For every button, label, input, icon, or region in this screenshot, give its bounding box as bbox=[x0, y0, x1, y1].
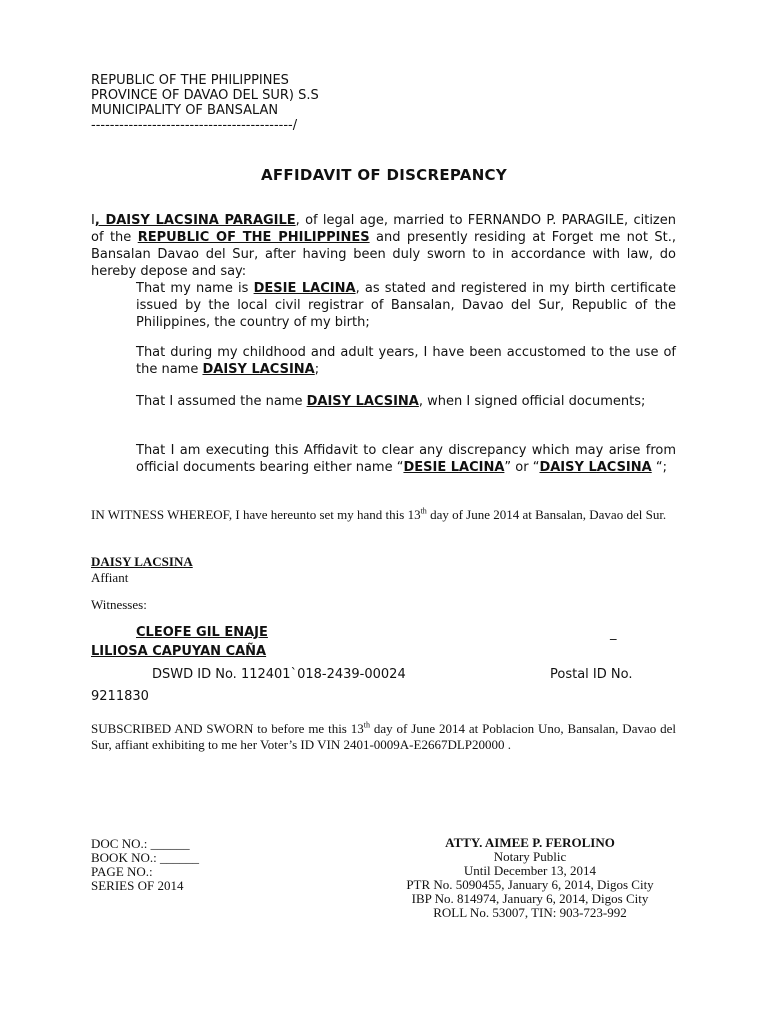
document-title: AFFIDAVIT OF DISCREPANCY bbox=[260, 166, 508, 184]
p4-text-b: ” or “ bbox=[504, 460, 540, 475]
notary-ibp: IBP No. 814974, January 6, 2014, Digos City bbox=[411, 891, 649, 906]
header-municipality: MUNICIPALITY OF BANSALAN bbox=[91, 103, 279, 118]
witness-1-signature-line: _ bbox=[610, 626, 617, 641]
name-option-1: DESIE LACINA bbox=[403, 460, 505, 475]
witness-whereof-clause bbox=[91, 507, 676, 523]
paragraph-assumed-name bbox=[136, 393, 676, 410]
witnesses-label: Witnesses: bbox=[91, 597, 147, 612]
document-header bbox=[91, 73, 319, 133]
jurat-paragraph bbox=[91, 721, 676, 753]
series-year: SERIES OF 2014 bbox=[91, 878, 184, 893]
jurat-day-suffix: th bbox=[363, 720, 370, 730]
intro-text-2: and presently residing at Forget me not St., Bansalan Davao del Sur, after having been duly sworn to in accordance with law, do hereby depose and say: bbox=[91, 230, 676, 279]
accustomed-name: DAISY LACSINA bbox=[202, 362, 315, 377]
p2-text-a: That during my childhood and adult years, I have been accustomed to the use of the name bbox=[136, 345, 676, 377]
doc-info-block bbox=[91, 837, 199, 893]
notary-title: Notary Public bbox=[493, 849, 567, 864]
doc-number: DOC NO.: ______ bbox=[91, 836, 190, 851]
intro-paragraph bbox=[91, 212, 676, 280]
affiant-full-name: , DAISY LACSINA PARAGILE bbox=[94, 213, 296, 228]
notary-roll: ROLL No. 53007, TIN: 903-723-992 bbox=[433, 905, 627, 920]
affiant-label: Affiant bbox=[91, 570, 129, 585]
p4-text-a: That I am executing this Affidavit to clear any discrepancy which may arise from official documents bearing either name “ bbox=[136, 443, 676, 475]
dswd-id: DSWD ID No. 112401`018-2439-00024 bbox=[152, 667, 406, 682]
witness-text-a: IN WITNESS WHEREOF, I have hereunto set my hand this 13 bbox=[91, 507, 421, 522]
header-republic: REPUBLIC OF THE PHILIPPINES bbox=[91, 73, 289, 88]
assumed-name: DAISY LACSINA bbox=[306, 394, 419, 409]
notary-block bbox=[340, 836, 720, 920]
registered-name: DESIE LACINA bbox=[253, 281, 356, 296]
witness-2-name: LILIOSA CAPUYAN CAÑA bbox=[91, 644, 267, 659]
notary-ptr: PTR No. 5090455, January 6, 2014, Digos City bbox=[406, 877, 654, 892]
jurat-text-b: day of June 2014 at Poblacion Uno, Bansalan, Davao del Sur, affiant exhibiting to me her Voter’s ID VIN 2401-0009A-E2667DLP20000 . bbox=[91, 721, 677, 752]
affiant-signature-block bbox=[91, 554, 193, 586]
p3-text-a: That I assumed the name bbox=[136, 394, 307, 409]
page-number: PAGE NO.: bbox=[91, 864, 153, 879]
witness-1-name: CLEOFE GIL ENAJE bbox=[136, 625, 268, 640]
witness-text-b: day of June 2014 at Bansalan, Davao del Sur. bbox=[426, 507, 667, 522]
postal-id-number: 9211830 bbox=[91, 689, 149, 704]
intro-pronoun: I bbox=[91, 213, 95, 228]
jurat-text-a: SUBSCRIBED AND SWORN to before me this 13 bbox=[91, 721, 364, 736]
notary-name: ATTY. AIMEE P. FEROLINO bbox=[445, 835, 615, 850]
header-province: PROVINCE OF DAVAO DEL SUR) S.S bbox=[91, 88, 319, 103]
intro-text-1: , of legal age, married to FERNANDO P. PARAGILE, citizen of the bbox=[91, 213, 676, 245]
witness-day-suffix: th bbox=[420, 506, 427, 516]
p2-text-b: ; bbox=[314, 362, 320, 377]
p1-text-a: That my name is bbox=[136, 281, 254, 296]
paragraph-registered-name bbox=[136, 280, 676, 331]
country-name: REPUBLIC OF THE PHILIPPINES bbox=[137, 230, 370, 245]
p1-text-b: , as stated and registered in my birth certificate issued by the local civil registrar of Bansalan, Davao del Sur, Republic of the Philippines, the country of my birth; bbox=[136, 281, 676, 330]
postal-id-label: Postal ID No. bbox=[550, 667, 633, 682]
notary-commission: Until December 13, 2014 bbox=[463, 863, 597, 878]
book-number: BOOK NO.: ______ bbox=[91, 850, 199, 865]
affiant-name: DAISY LACSINA bbox=[91, 554, 193, 569]
p4-text-c: “; bbox=[651, 460, 667, 475]
p3-text-b: , when I signed official documents; bbox=[418, 394, 646, 409]
paragraph-purpose bbox=[136, 442, 676, 476]
name-option-2: DAISY LACSINA bbox=[539, 460, 652, 475]
paragraph-accustomed-name bbox=[136, 344, 676, 378]
header-rule: -------------------------------------------/ bbox=[91, 118, 298, 133]
